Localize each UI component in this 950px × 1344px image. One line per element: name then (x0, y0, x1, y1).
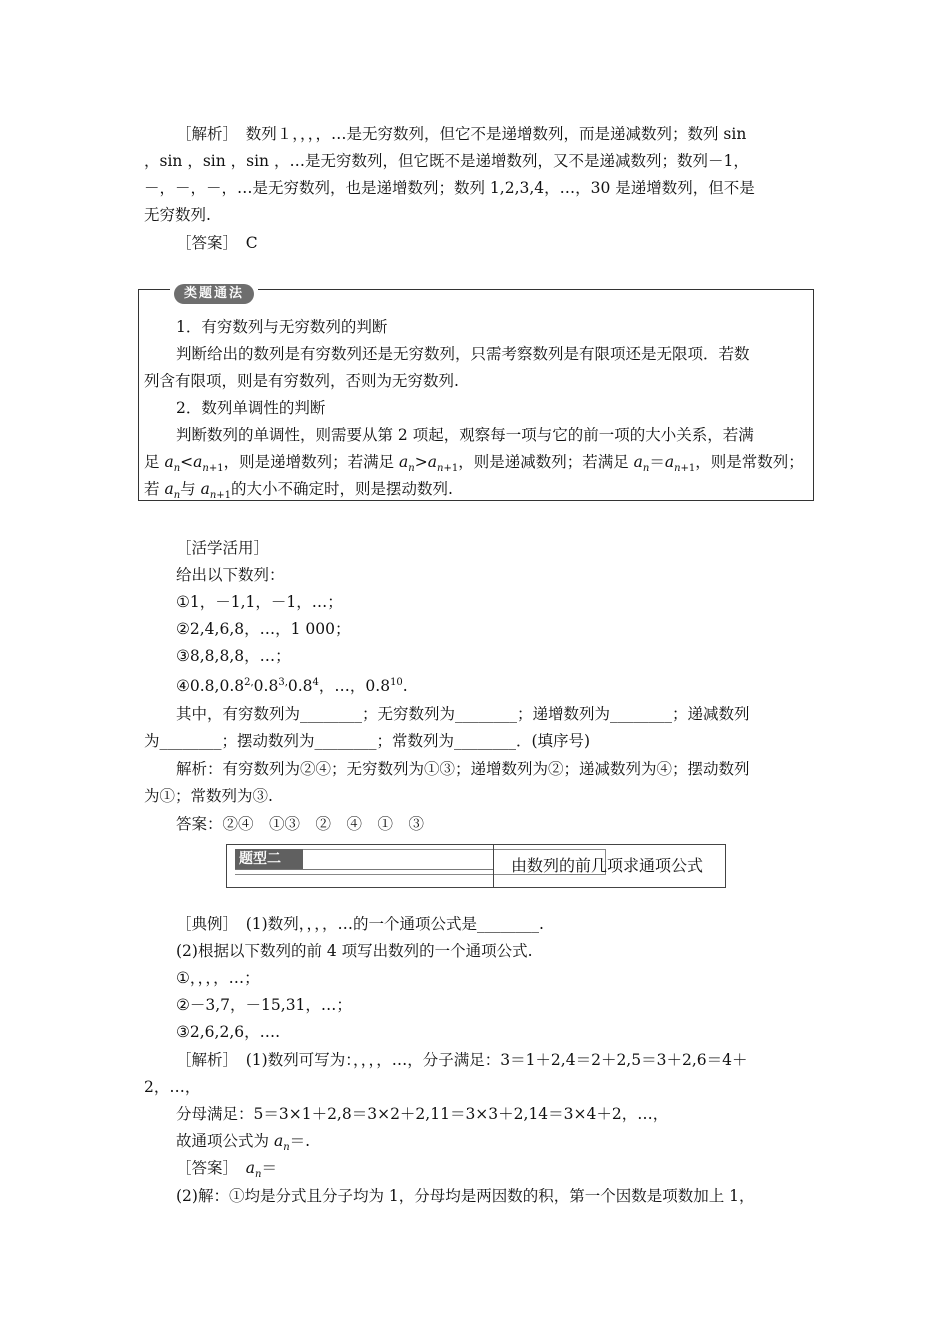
example-line-4: ②－3,7，－15,31，…； (176, 996, 352, 1014)
analysis-line-2: ，sin ，sin ，sin ，…是无穷数列，但它既不是递增数列，又不是递减数列；数列－1， (144, 152, 749, 170)
box-text-2c: 若 $a_n$与 $a_{n+1}$的大小不确定时，则是摆动数列. (144, 480, 453, 502)
box-text-2b: 足 $a_n<a_{n+1}$，则是递增数列；若满足 $a_n>a_{n+1}$，则是递减数列；若满足 $a_n=a_{n+1}$，则是常数列； (144, 453, 804, 475)
example-answer: ［答案］ $a_n=$ (176, 1159, 277, 1181)
box-text-1a: 判断给出的数列是有穷数列还是无穷数列，只需考察数列是有限项还是无限项．若数 (176, 345, 750, 363)
practice-title: ［活学活用］ (176, 539, 270, 557)
box-heading-2: 2．数列单调性的判断 (176, 399, 326, 417)
banner-title: 由数列的前几项求通项公式 (511, 856, 704, 875)
example-line-1: ［典例］ (1)数列，，，，…的一个通项公式是________. (176, 915, 544, 933)
example-analysis-3: 分母满足：5＝3×1＋2,8＝3×2＋2,11＝3×3＋2,14＝3×4＋2，…， (176, 1105, 669, 1123)
practice-item-4: $④0.8,0.8^{2,}0.8^{3,}0.8^4$，…，$0.8^{10}$. (176, 677, 408, 696)
answer-line: ［答案］ C (176, 234, 258, 252)
example-line-5: ③2,6,2,6，…. (176, 1023, 281, 1041)
method-badge (170, 283, 258, 305)
analysis-line-4: 无穷数列. (144, 206, 211, 224)
example-line-2: (2)根据以下数列的前 4 项写出数列的一个通项公式. (176, 942, 533, 960)
practice-item-3: ③8,8,8,8，…； (176, 647, 291, 665)
example-solution-1: (2)解：①均是分式且分子均为 1，分母均是两因数的积，第一个因数是项数加上 1， (176, 1187, 755, 1205)
analysis-line-1: ［解析］ 数列１，，，，…是无穷数列，但它不是递增数列，而是递减数列；数列 sin (176, 125, 747, 143)
section-banner (226, 844, 726, 888)
example-analysis-1: ［解析］ (1)数列可写为：，，，，…，分子满足：3＝1＋2,4＝2＋2,5＝3＋2,6＝4＋ (176, 1051, 748, 1069)
practice-item-1: ①1，－1,1，－1，…； (176, 593, 343, 611)
box-heading-1: 1．有穷数列与无穷数列的判断 (176, 318, 388, 336)
banner-tag: 题型二 (235, 849, 303, 869)
example-analysis-4: 故通项公式为 $a_n=$. (176, 1132, 311, 1154)
practice-solution-1: 解析：有穷数列为②④；无穷数列为①③；递增数列为②；递减数列为④；摆动数列 (176, 760, 750, 778)
practice-intro: 给出以下数列： (176, 566, 285, 584)
practice-item-2: ②2,4,6,8，…，1 000； (176, 620, 351, 638)
practice-question-1: 其中，有穷数列为________；无穷数列为________；递增数列为________；递减数列 (176, 705, 750, 723)
practice-question-2: 为________；摆动数列为________；常数列为________．(填序号) (144, 732, 591, 750)
example-line-3: ①，，，，…； (176, 969, 260, 987)
box-text-1b: 列含有限项，则是有穷数列，否则为无穷数列. (144, 372, 459, 390)
example-analysis-2: 2，…， (144, 1078, 201, 1096)
practice-solution-2: 为①；常数列为③. (144, 787, 273, 805)
practice-answer: 答案：②④ ①③ ② ④ ① ③ (176, 815, 425, 833)
method-badge-label: 类题通法 (174, 284, 254, 304)
analysis-line-3: －，－，－，…是无穷数列，也是递增数列；数列 1,2,3,4，…，30 是递增数列，但不是 (144, 179, 755, 197)
box-text-2a: 判断数列的单调性，则需要从第 2 项起，观察每一项与它的前一项的大小关系，若满 (176, 426, 754, 444)
